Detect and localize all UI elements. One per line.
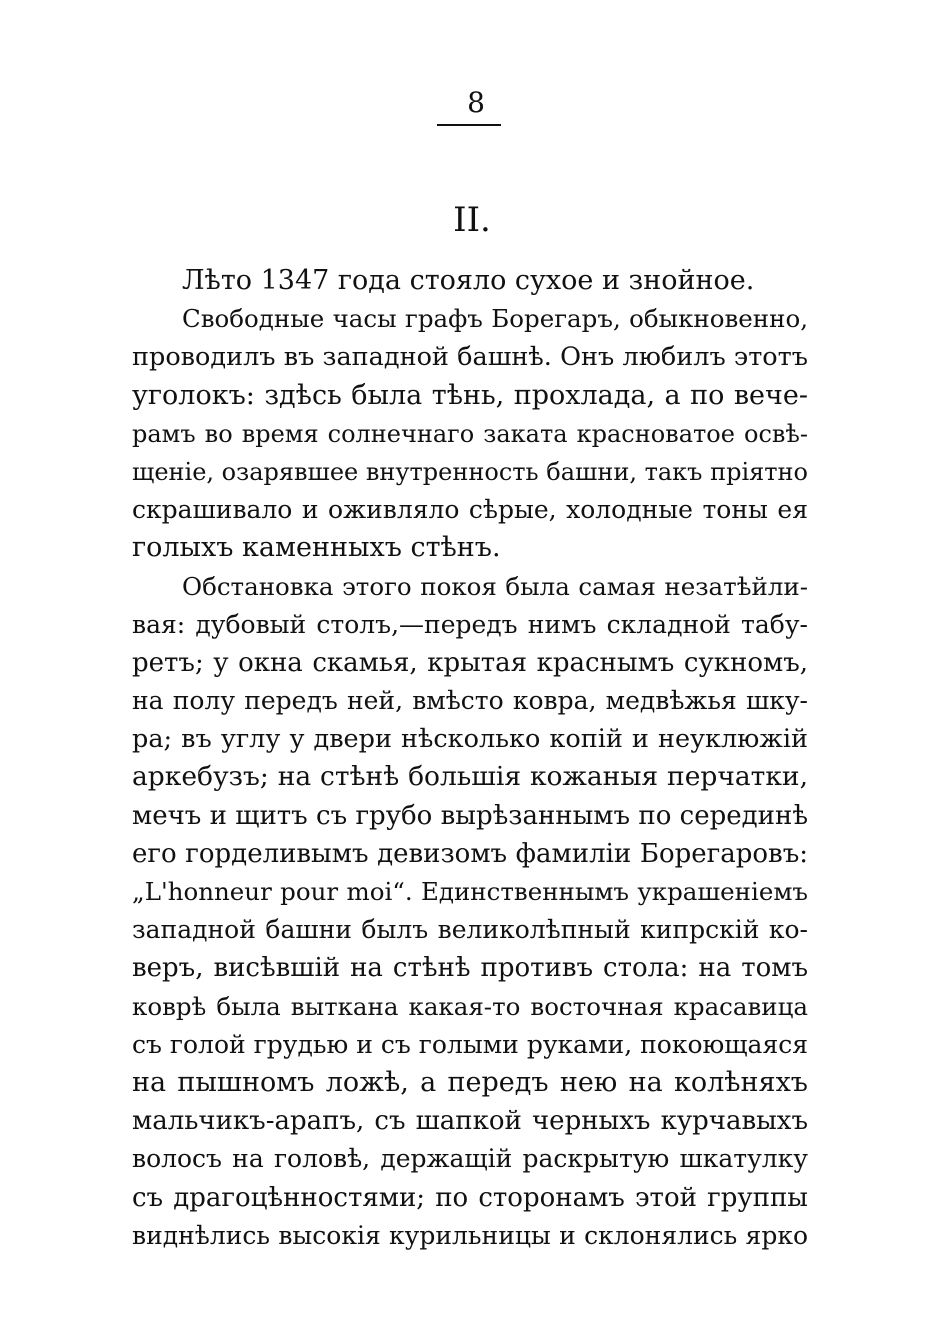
text-line: скрашивало и оживляло сѣрые, холодные тоны ея <box>132 495 808 525</box>
page-number-rule <box>437 124 501 126</box>
text-line: Лѣто 1347 года стояло сухое и знойное. <box>182 265 755 296</box>
text-line: ретъ; у окна скамья, крытая краснымъ сукномъ, <box>132 647 808 678</box>
text-line: ра; въ углу у двери нѣсколько копій и неуклюжій <box>132 724 808 755</box>
text-line: съ драгоцѣнностями; по сторонамъ этой группы <box>132 1182 808 1213</box>
body-text <box>132 262 808 1255</box>
text-line: „L'honneur pour moi“. Единственнымъ украшеніемъ <box>132 877 808 906</box>
text-line: проводилъ въ западной башнѣ. Онъ любилъ этотъ <box>132 342 808 373</box>
page-number: 8 <box>467 86 485 119</box>
text-line: щеніе, озарявшее внутренность башни, такъ пріятно <box>132 457 808 486</box>
text-line: голыхъ каменныхъ стѣнъ. <box>132 532 501 564</box>
text-line: коврѣ была выткана какая-то восточная красавица <box>132 991 808 1021</box>
text-line: виднѣлись высокія курильницы и склонялись ярко <box>132 1220 808 1250</box>
text-line: рамъ во время солнечнаго заката красноватое освѣ- <box>132 419 808 448</box>
text-line: вая: дубовый столъ,—передъ нимъ складной табу- <box>132 609 808 639</box>
text-line: съ голой грудью и съ голыми руками, покоющаяся <box>132 1029 808 1059</box>
text-line: аркебузъ; на стѣнѣ большія кожаныя перчатки, <box>132 761 808 793</box>
text-line: на пышномъ ложѣ, а передъ нею на колѣняхъ <box>132 1066 808 1098</box>
text-line: западной башни былъ великолѣпный кипрскій ко- <box>132 915 808 945</box>
text-line: веръ, висѣвшій на стѣнѣ противъ стола: на томъ <box>132 953 808 984</box>
chapter-heading: II. <box>453 200 491 240</box>
text-line: на полу передъ ней, вмѣсто ковра, медвѣжья шку- <box>132 686 808 716</box>
text-line: мечъ и щитъ съ грубо вырѣзаннымъ по серединѣ <box>132 800 808 831</box>
text-line: уголокъ: здѣсь была тѣнь, прохлада, а по вече- <box>132 379 808 411</box>
text-line: мальчикъ-арапъ, съ шапкой черныхъ курчавыхъ <box>132 1106 808 1137</box>
text-line: Обстановка этого покоя была самая незатѣйли- <box>182 571 808 601</box>
text-line: Свободные часы графъ Борегаръ, обыкновенно, <box>182 304 808 334</box>
text-line: его горделивымъ девизомъ фамиліи Борегаровъ: <box>132 838 808 869</box>
text-line: волосъ на головѣ, держащій раскрытую шкатулку <box>132 1144 808 1174</box>
